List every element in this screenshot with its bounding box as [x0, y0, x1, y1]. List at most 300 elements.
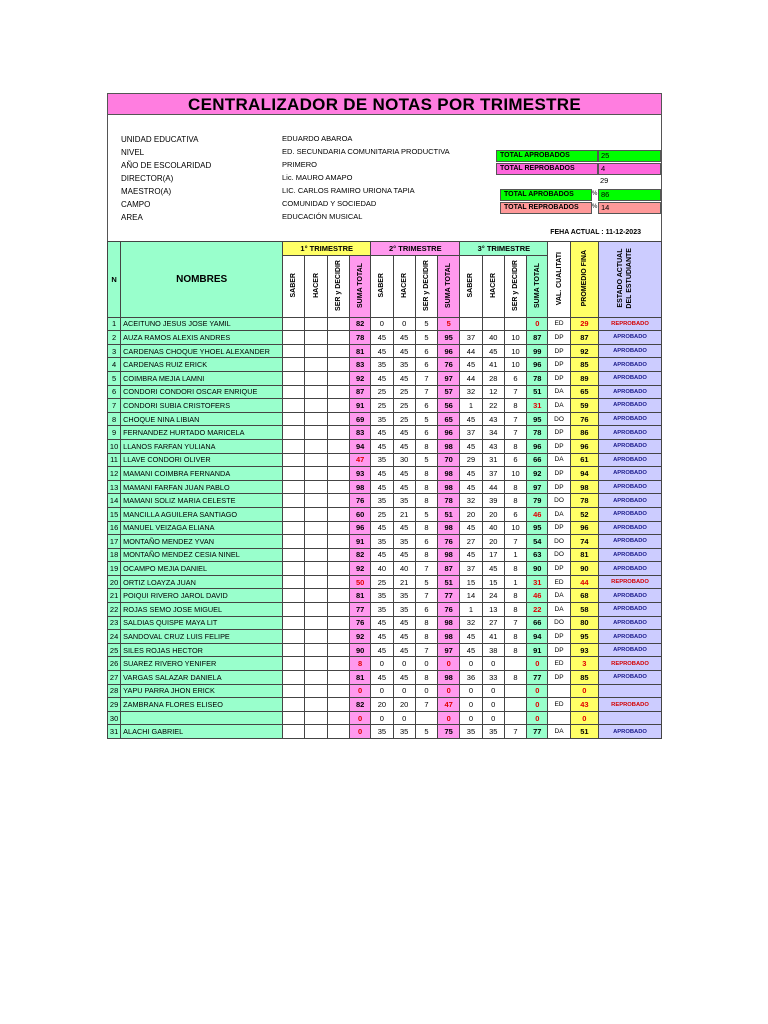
table-cell: 0: [438, 711, 460, 725]
table-cell: DO: [548, 535, 570, 549]
table-cell: 8: [415, 480, 437, 494]
table-cell: 33: [482, 671, 504, 685]
table-cell: [504, 711, 526, 725]
table-cell: 89: [570, 371, 598, 385]
table-cell: 70: [438, 453, 460, 467]
table-row: [108, 317, 662, 331]
table-cell: [283, 494, 305, 508]
table-cell: 7: [415, 589, 437, 603]
info-value: LIC. CARLOS RAMIRO URIONA TAPIA: [282, 186, 415, 195]
table-cell: 45: [482, 344, 504, 358]
table-cell: 6: [415, 603, 437, 617]
student-name: MAMANI FARFAN JUAN PABLO: [121, 480, 283, 494]
table-cell: DO: [548, 616, 570, 630]
student-name: YAPU PARRA JHON ERICK: [121, 684, 283, 698]
status-badge: REPROBADO: [599, 698, 662, 712]
table-cell: 45: [393, 344, 415, 358]
table-cell: 18: [108, 548, 121, 562]
table-cell: 35: [393, 725, 415, 739]
table-cell: 3: [108, 344, 121, 358]
table-row: [108, 535, 662, 549]
table-cell: 0: [460, 657, 482, 671]
table-cell: 8: [415, 521, 437, 535]
table-cell: 31: [482, 453, 504, 467]
table-cell: 96: [570, 521, 598, 535]
table-cell: [283, 507, 305, 521]
table-cell: 95: [527, 412, 548, 426]
status-badge: APROBADO: [599, 399, 662, 413]
table-cell: 0: [371, 684, 393, 698]
table-cell: 87: [570, 331, 598, 345]
table-cell: 92: [349, 562, 370, 576]
table-cell: 20: [482, 535, 504, 549]
table-cell: 7: [504, 725, 526, 739]
col-n: N: [108, 242, 121, 318]
table-cell: 43: [570, 698, 598, 712]
table-cell: [305, 562, 327, 576]
table-cell: [327, 480, 349, 494]
table-cell: 37: [460, 562, 482, 576]
table-cell: 25: [371, 399, 393, 413]
table-cell: ED: [548, 657, 570, 671]
table-cell: 8: [504, 671, 526, 685]
current-date: FEHA ACTUAL : 11-12-2023: [550, 229, 641, 236]
table-cell: 0: [460, 698, 482, 712]
table-cell: 96: [527, 439, 548, 453]
table-cell: [305, 453, 327, 467]
table-cell: 25: [371, 507, 393, 521]
status-badge: APROBADO: [599, 480, 662, 494]
table-cell: 15: [108, 507, 121, 521]
table-cell: 0: [393, 317, 415, 331]
table-cell: [283, 548, 305, 562]
table-cell: 45: [460, 548, 482, 562]
table-cell: 7: [504, 535, 526, 549]
table-cell: 0: [482, 711, 504, 725]
pct-sign: %: [592, 204, 598, 210]
table-cell: 45: [460, 358, 482, 372]
table-cell: 8: [504, 439, 526, 453]
student-name: POIQUI RIVERO JAROL DAVID: [121, 589, 283, 603]
pct-sign: %: [592, 191, 598, 197]
t3-ser: SER y DECIDIR: [504, 255, 526, 317]
table-cell: [283, 358, 305, 372]
table-cell: [504, 684, 526, 698]
student-name: LLAVE CONDORI OLIVER: [121, 453, 283, 467]
table-cell: 6: [415, 358, 437, 372]
table-cell: 35: [371, 358, 393, 372]
table-row: [108, 371, 662, 385]
table-cell: DA: [548, 507, 570, 521]
table-cell: [327, 521, 349, 535]
table-cell: DP: [548, 562, 570, 576]
table-cell: 8: [504, 643, 526, 657]
table-cell: [305, 371, 327, 385]
table-cell: 24: [108, 630, 121, 644]
table-cell: 45: [460, 630, 482, 644]
table-cell: 8: [504, 603, 526, 617]
table-cell: 6: [415, 399, 437, 413]
table-cell: DP: [548, 480, 570, 494]
status-badge: APROBADO: [599, 521, 662, 535]
status-badge: [599, 711, 662, 725]
status-badge: APROBADO: [599, 535, 662, 549]
table-cell: 95: [527, 521, 548, 535]
table-cell: 0: [482, 657, 504, 671]
table-cell: DP: [548, 630, 570, 644]
total-reprobados-label: TOTAL REPROBADOS: [496, 163, 598, 175]
table-cell: DA: [548, 399, 570, 413]
table-cell: 29: [108, 698, 121, 712]
table-cell: 45: [393, 643, 415, 657]
table-cell: [283, 317, 305, 331]
table-row: [108, 616, 662, 630]
table-cell: 97: [527, 480, 548, 494]
table-cell: 8: [504, 480, 526, 494]
table-cell: 0: [527, 317, 548, 331]
table-cell: [327, 725, 349, 739]
table-cell: [305, 467, 327, 481]
table-cell: 0: [371, 711, 393, 725]
student-name: OCAMPO MEJIA DANIEL: [121, 562, 283, 576]
table-cell: 98: [570, 480, 598, 494]
pct-aprobados-label: TOTAL APROBADOS: [500, 189, 592, 201]
student-name: CARDENAS CHOQUE YHOEL ALEXANDER: [121, 344, 283, 358]
total-aprobados-value: 25: [598, 150, 661, 162]
table-cell: 96: [570, 439, 598, 453]
table-cell: 0: [482, 698, 504, 712]
table-cell: 76: [438, 535, 460, 549]
table-cell: 63: [527, 548, 548, 562]
table-cell: [305, 589, 327, 603]
table-cell: [305, 426, 327, 440]
t2-saber: SABER: [371, 255, 393, 317]
trimestre-3-header: 3° TRIMESTRE: [460, 242, 548, 256]
table-row: [108, 725, 662, 739]
student-name: ZAMBRANA FLORES ELISEO: [121, 698, 283, 712]
table-cell: 78: [349, 331, 370, 345]
table-cell: [327, 494, 349, 508]
table-cell: 0: [527, 657, 548, 671]
student-name: CARDENAS RUIZ ERICK: [121, 358, 283, 372]
table-cell: 1: [460, 399, 482, 413]
table-cell: 20: [393, 698, 415, 712]
table-cell: 93: [349, 467, 370, 481]
table-cell: [327, 426, 349, 440]
student-name: SILES ROJAS HECTOR: [121, 643, 283, 657]
table-cell: 5: [108, 371, 121, 385]
status-badge: APROBADO: [599, 385, 662, 399]
table-cell: 8: [349, 657, 370, 671]
table-cell: 45: [371, 671, 393, 685]
table-cell: 35: [371, 725, 393, 739]
table-cell: 47: [349, 453, 370, 467]
table-cell: 94: [349, 439, 370, 453]
table-cell: 7: [504, 412, 526, 426]
table-cell: 8: [504, 589, 526, 603]
table-cell: 45: [393, 616, 415, 630]
table-cell: 79: [527, 494, 548, 508]
table-cell: DP: [548, 358, 570, 372]
t1-saber: SABER: [283, 255, 305, 317]
table-cell: [327, 399, 349, 413]
table-cell: 85: [570, 671, 598, 685]
table-row: [108, 711, 662, 725]
table-cell: [305, 671, 327, 685]
student-name: ACEITUNO JESUS JOSE YAMIL: [121, 317, 283, 331]
table-cell: [305, 643, 327, 657]
table-cell: 76: [438, 358, 460, 372]
table-cell: DA: [548, 453, 570, 467]
table-cell: 45: [393, 467, 415, 481]
table-cell: [283, 589, 305, 603]
trimestre-1-header: 1° TRIMESTRE: [283, 242, 371, 256]
table-cell: 36: [460, 671, 482, 685]
table-cell: 95: [438, 331, 460, 345]
table-cell: [327, 548, 349, 562]
table-cell: 82: [349, 548, 370, 562]
table-cell: [327, 671, 349, 685]
table-cell: DA: [548, 603, 570, 617]
table-cell: 14: [108, 494, 121, 508]
table-cell: 45: [393, 548, 415, 562]
table-row: [108, 562, 662, 576]
table-cell: 8: [415, 467, 437, 481]
table-row: [108, 521, 662, 535]
table-cell: [327, 535, 349, 549]
status-badge: APROBADO: [599, 426, 662, 440]
table-cell: 77: [349, 603, 370, 617]
status-badge: APROBADO: [599, 548, 662, 562]
table-cell: DP: [548, 671, 570, 685]
table-cell: ED: [548, 698, 570, 712]
total-reprobados-value: 4: [598, 163, 661, 175]
table-cell: 98: [438, 439, 460, 453]
table-cell: 25: [393, 399, 415, 413]
status-badge: APROBADO: [599, 562, 662, 576]
table-cell: 83: [349, 426, 370, 440]
table-cell: 0: [570, 684, 598, 698]
table-cell: 98: [438, 521, 460, 535]
table-cell: [305, 317, 327, 331]
info-label: DIRECTOR(A): [121, 174, 174, 183]
table-cell: 35: [393, 358, 415, 372]
table-cell: 85: [570, 358, 598, 372]
table-cell: 7: [504, 426, 526, 440]
info-label: NIVEL: [121, 148, 145, 157]
table-cell: 5: [415, 412, 437, 426]
table-cell: [548, 711, 570, 725]
table-cell: [283, 575, 305, 589]
table-cell: 10: [504, 344, 526, 358]
table-cell: 45: [371, 331, 393, 345]
table-cell: 28: [108, 684, 121, 698]
table-cell: 35: [371, 494, 393, 508]
table-cell: [327, 684, 349, 698]
table-row: [108, 399, 662, 413]
table-row: [108, 385, 662, 399]
table-cell: [305, 494, 327, 508]
table-cell: 0: [570, 711, 598, 725]
table-cell: 98: [438, 480, 460, 494]
table-cell: [283, 426, 305, 440]
table-cell: 96: [438, 344, 460, 358]
table-cell: 46: [527, 589, 548, 603]
table-cell: 98: [438, 467, 460, 481]
total-students-value: 29: [600, 176, 609, 185]
table-cell: 59: [570, 399, 598, 413]
table-cell: 6: [504, 371, 526, 385]
table-cell: 81: [349, 671, 370, 685]
student-name: ROJAS SEMO JOSE MIGUEL: [121, 603, 283, 617]
table-cell: [504, 698, 526, 712]
table-cell: 52: [570, 507, 598, 521]
table-cell: DP: [548, 467, 570, 481]
t3-suma: SUMA TOTAL: [527, 255, 548, 317]
table-cell: 29: [460, 453, 482, 467]
table-cell: 45: [371, 426, 393, 440]
table-cell: 92: [349, 630, 370, 644]
table-cell: 98: [438, 630, 460, 644]
table-cell: 7: [415, 643, 437, 657]
table-cell: 45: [371, 371, 393, 385]
table-cell: [305, 535, 327, 549]
table-cell: 92: [570, 344, 598, 358]
table-cell: 40: [482, 521, 504, 535]
info-value: EDUARDO ABAROA: [282, 134, 353, 143]
table-cell: ED: [548, 317, 570, 331]
table-cell: [305, 657, 327, 671]
table-cell: [283, 480, 305, 494]
student-name: MONTAÑO MENDEZ CESIA NINEL: [121, 548, 283, 562]
table-cell: 45: [460, 643, 482, 657]
table-cell: 45: [393, 439, 415, 453]
status-badge: REPROBADO: [599, 317, 662, 331]
table-cell: 5: [415, 317, 437, 331]
table-cell: 10: [108, 439, 121, 453]
table-cell: 65: [570, 385, 598, 399]
status-badge: APROBADO: [599, 331, 662, 345]
student-name: MANCILLA AGUILERA SANTIAGO: [121, 507, 283, 521]
table-cell: 1: [504, 575, 526, 589]
table-cell: 54: [527, 535, 548, 549]
table-row: [108, 671, 662, 685]
table-cell: [327, 439, 349, 453]
status-badge: APROBADO: [599, 494, 662, 508]
table-cell: 1: [504, 548, 526, 562]
table-cell: 91: [349, 399, 370, 413]
status-badge: REPROBADO: [599, 575, 662, 589]
table-cell: 0: [438, 684, 460, 698]
table-cell: [305, 698, 327, 712]
student-name: CONDORI SUBIA CRISTOFERS: [121, 399, 283, 413]
table-cell: 25: [108, 643, 121, 657]
status-badge: APROBADO: [599, 616, 662, 630]
table-cell: 75: [438, 725, 460, 739]
table-cell: 90: [349, 643, 370, 657]
table-cell: [283, 344, 305, 358]
table-row: [108, 507, 662, 521]
info-label: MAESTRO(A): [121, 187, 172, 196]
table-cell: 65: [438, 412, 460, 426]
table-cell: 8: [415, 439, 437, 453]
table-cell: 35: [393, 589, 415, 603]
table-cell: [305, 412, 327, 426]
table-cell: 77: [527, 671, 548, 685]
table-cell: 35: [371, 589, 393, 603]
table-cell: 45: [371, 480, 393, 494]
table-cell: DA: [548, 385, 570, 399]
table-cell: [305, 603, 327, 617]
table-cell: [283, 399, 305, 413]
table-cell: 25: [371, 385, 393, 399]
table-cell: [327, 630, 349, 644]
table-cell: [283, 630, 305, 644]
status-badge: APROBADO: [599, 725, 662, 739]
table-cell: 93: [570, 643, 598, 657]
table-cell: DO: [548, 548, 570, 562]
table-cell: 0: [415, 684, 437, 698]
table-row: [108, 331, 662, 345]
table-row: [108, 467, 662, 481]
pct-reprobados-label: TOTAL REPROBADOS: [500, 202, 592, 214]
table-cell: 40: [393, 562, 415, 576]
table-cell: 58: [570, 603, 598, 617]
table-cell: [305, 575, 327, 589]
table-cell: 35: [371, 535, 393, 549]
table-cell: 25: [393, 385, 415, 399]
table-cell: [327, 616, 349, 630]
table-cell: 43: [482, 439, 504, 453]
table-cell: 87: [349, 385, 370, 399]
table-cell: 44: [570, 575, 598, 589]
t3-saber: SABER: [460, 255, 482, 317]
table-cell: 27: [460, 535, 482, 549]
table-cell: [327, 575, 349, 589]
table-cell: 1: [108, 317, 121, 331]
table-cell: 10: [504, 467, 526, 481]
table-cell: [283, 725, 305, 739]
status-badge: APROBADO: [599, 371, 662, 385]
table-cell: [327, 698, 349, 712]
table-cell: 31: [527, 575, 548, 589]
table-cell: [327, 371, 349, 385]
table-cell: 78: [570, 494, 598, 508]
table-cell: 66: [527, 453, 548, 467]
table-cell: 0: [393, 657, 415, 671]
table-cell: 8: [415, 671, 437, 685]
table-cell: 27: [482, 616, 504, 630]
table-cell: 50: [349, 575, 370, 589]
table-cell: 6: [108, 385, 121, 399]
table-cell: 0: [460, 711, 482, 725]
table-cell: 27: [108, 671, 121, 685]
table-cell: 7: [415, 371, 437, 385]
student-name: CONDORI CONDORI OSCAR ENRIQUE: [121, 385, 283, 399]
table-cell: 5: [415, 331, 437, 345]
table-cell: [283, 385, 305, 399]
table-cell: 43: [482, 412, 504, 426]
table-cell: [283, 535, 305, 549]
table-cell: 92: [349, 371, 370, 385]
table-cell: 82: [349, 317, 370, 331]
table-cell: 51: [570, 725, 598, 739]
table-cell: 12: [108, 467, 121, 481]
table-cell: 96: [349, 521, 370, 535]
table-cell: [305, 385, 327, 399]
status-badge: [599, 684, 662, 698]
status-badge: APROBADO: [599, 412, 662, 426]
